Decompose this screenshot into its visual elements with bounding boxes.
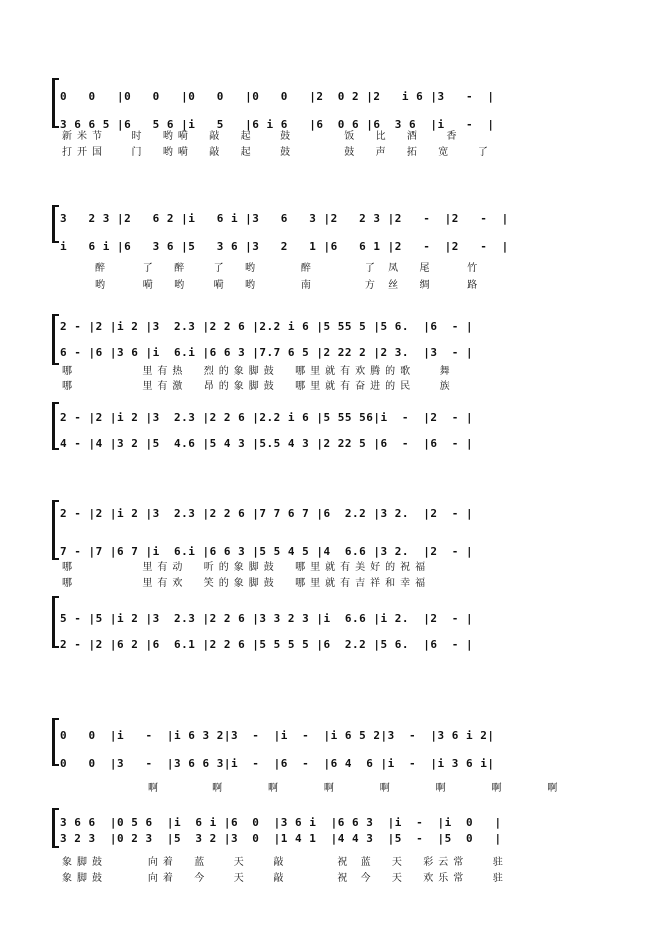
notation-line: 5 - |5 |i 2 |3 2.3 |2 2 6 |3 3 2 3 |i 6.6 |i 2. |2 - | <box>60 612 474 625</box>
notation-line: 7 - |7 |6 7 |i 6.i |6 6 3 |5 5 4 5 |4 6.6 |3 2. |2 - | <box>60 545 474 558</box>
lyric-line: 啊 啊 啊 啊 啊 啊 啊 啊 <box>148 783 563 794</box>
notation-line: 2 - |2 |i 2 |3 2.3 |2 2 6 |2.2 i 6 |5 55 56|i - |2 - | <box>60 411 474 424</box>
notation-line: 0 0 |0 0 |0 0 |0 0 |2 0 2 |2 i 6 |3 - | <box>60 90 495 103</box>
lyric-line: 哪 里有动 听的象脚鼓 哪里就有美好的祝福 <box>62 562 431 573</box>
system-brace <box>52 314 55 365</box>
notation-line: 2 - |2 |6 2 |6 6.1 |2 2 6 |5 5 5 5 |6 2.2 |5 6. |6 - | <box>60 638 474 651</box>
lyric-line: 象脚鼓 向着 蓝 天 敲 祝 蓝 天 彩云常 驻 <box>62 857 508 868</box>
notation-line: 2 - |2 |i 2 |3 2.3 |2 2 6 |2.2 i 6 |5 55 5 |5 6. |6 - | <box>60 320 474 333</box>
system-brace <box>52 500 55 560</box>
system-brace <box>52 205 55 243</box>
notation-line: i 6 i |6 3 6 |5 3 6 |3 2 1 |6 6 1 |2 - |2 - | <box>60 240 509 253</box>
lyric-line: 哪 里有欢 笑的象脚鼓 哪里就有吉祥和幸福 <box>62 578 431 589</box>
system-brace <box>52 78 55 128</box>
system-brace <box>52 596 55 648</box>
notation-line: 6 - |6 |3 6 |i 6.i |6 6 3 |7.7 6 5 |2 22 2 |2 3. |3 - | <box>60 346 474 359</box>
lyric-line: 象脚鼓 向着 今 天 敲 祝 今 天 欢乐常 驻 <box>62 873 508 884</box>
lyric-line: 新米节 时 哟嗬 敲 起 鼓 饭 比 酒 香 <box>62 131 462 142</box>
notation-line: 0 0 |3 - |3 6 6 3|i - |6 - |6 4 6 |i - |i 3 6 i| <box>60 757 495 770</box>
notation-line: 0 0 |i - |i 6 3 2|3 - |i - |i 6 5 2|3 - |3 6 i 2| <box>60 729 495 742</box>
lyric-line: 哪 里有激 昂的象脚鼓 哪里就有奋进的民 族 <box>62 381 455 392</box>
system-brace <box>52 402 55 450</box>
lyric-line: 哪 里有热 烈的象脚鼓 哪里就有欢腾的歌 舞 <box>62 366 455 377</box>
system-brace <box>52 808 55 848</box>
notation-line: 2 - |2 |i 2 |3 2.3 |2 2 6 |7 7 6 7 |6 2.2 |3 2. |2 - | <box>60 507 474 520</box>
lyric-line: 打开国 门 哟嗬 敲 起 鼓 鼓 声 拓 宽 了 <box>62 147 493 158</box>
notation-line: 3 6 6 5 |6 5 6 |i 5 |6 i 6 |6 0 6 |6 3 6 |i - | <box>60 118 495 131</box>
notation-line: 3 6 6 |0 5 6 |i 6 i |6 0 |3 6 i |6 6 3 |i - |i 0 | <box>60 816 502 829</box>
lyric-line: 醉 了 醉 了 哟 醉 了 凤 尾 竹 <box>95 263 483 274</box>
notation-line: 3 2 3 |2 6 2 |i 6 i |3 6 3 |2 2 3 |2 - |2 - | <box>60 212 509 225</box>
system-brace <box>52 718 55 766</box>
notation-line: 3 2 3 |0 2 3 |5 3 2 |3 0 |1 4 1 |4 4 3 |5 - |5 0 | <box>60 832 502 845</box>
lyric-line: 哟 嗬 哟 嗬 哟 南 方 丝 绸 路 <box>95 280 483 291</box>
notation-line: 4 - |4 |3 2 |5 4.6 |5 4 3 |5.5 4 3 |2 22 5 |6 - |6 - | <box>60 437 474 450</box>
